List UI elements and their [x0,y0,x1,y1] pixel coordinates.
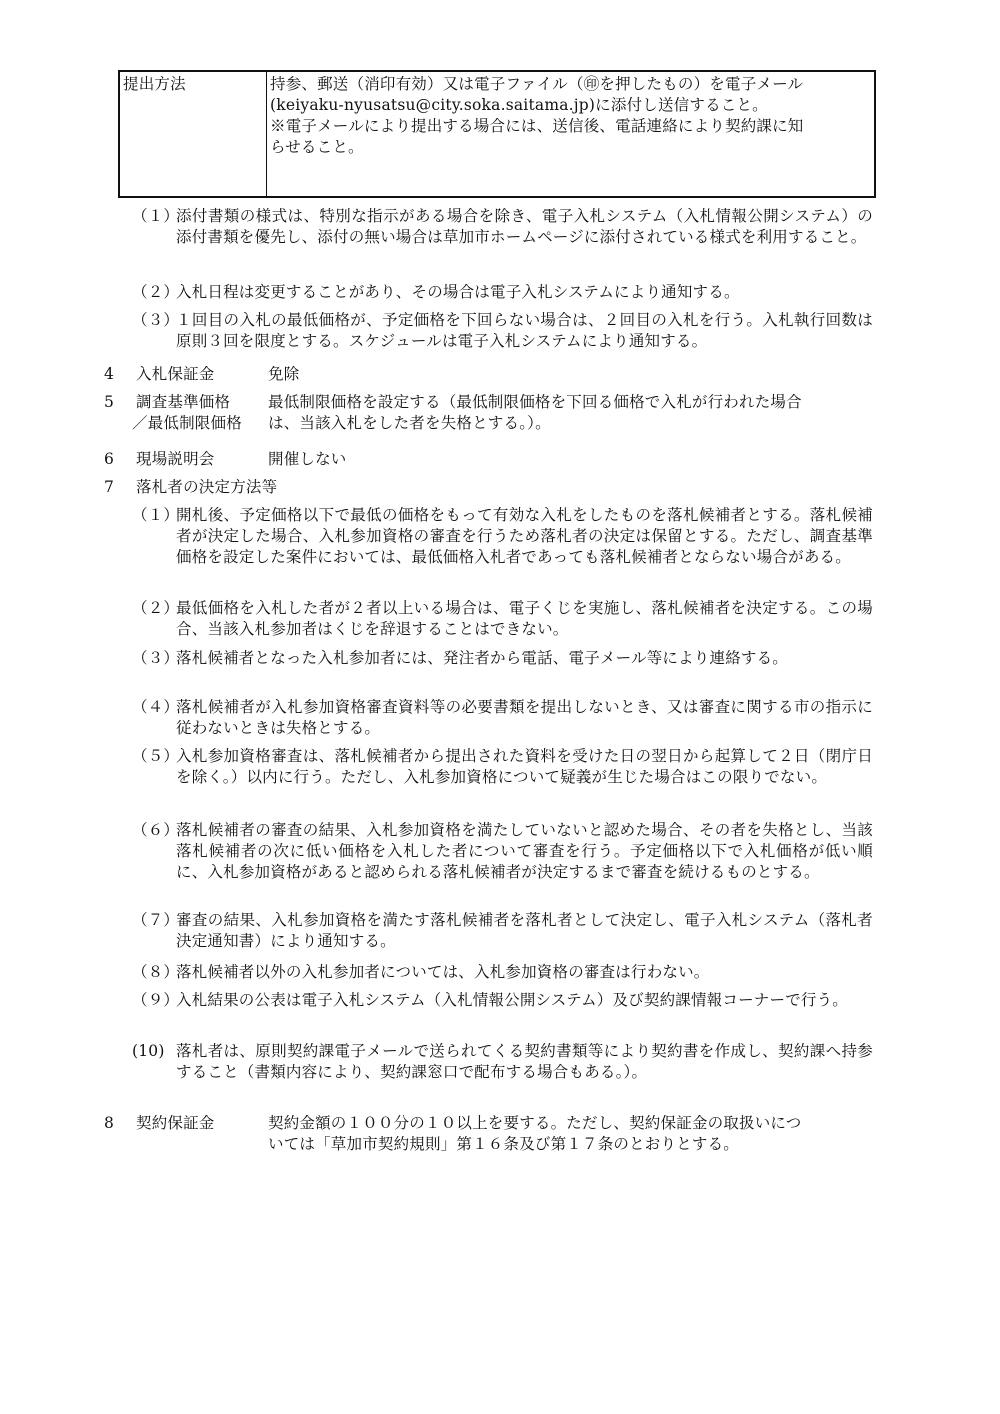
decision-item [132,598,877,640]
section-number: 7 [104,478,115,496]
note-number: （３） [132,311,180,329]
section-value: 契約金額の１００分の１０以上を要する。ただし、契約保証金の取扱いにつ [268,1114,802,1132]
decision-item [132,697,877,739]
note-text: 入札日程は変更することがあり、その場合は電子入札システムにより通知する。 [176,283,740,301]
section-value: 最低制限価格を設定する（最低制限価格を下回る価格で入札が行われた場合 [268,393,802,411]
item-text: 落札候補者が入札参加資格審査資料等の必要書類を提出しないとき、又は審査に関する市の指示に従わないときは失格とする。 [176,698,873,737]
submission-method-label: 提出方法 [119,71,267,197]
item-number: （７） [132,911,180,929]
note-item [132,206,877,270]
item-text: 最低価格を入札した者が２者以上いる場合は、電子くじを実施し、落札候補者を決定する。この場合、当該入札参加者はくじを辞退することはできない。 [176,599,873,638]
section-value: いては「草加市契約規則」第１６条及び第１７条のとおりとする。 [268,1135,740,1153]
decision-item [132,820,877,904]
item-number: （４） [132,698,180,716]
submission-line: ※電子メールにより提出する場合には、送信後、電話連絡により契約課に知 [270,117,804,135]
section-5 [0,392,1000,436]
item-number: （６） [132,821,180,839]
submission-line: らせること。 [270,138,364,156]
section-number: 8 [104,1114,115,1132]
item-text: 落札者は、原則契約課電子メールで送られてくる契約書類等により契約書を作成し、契約課へ持参すること（書類内容により、契約課窓口で配布する場合もある。）。 [176,1042,873,1081]
note-item [132,282,877,304]
submission-method-table [118,70,876,198]
note-item [132,310,877,352]
section-value: 開催しない [268,450,347,468]
submission-email-line[interactable]: (keiyaku-nyusatsu@city.soka.saitama.jp)に添付し送信すること。 [270,96,768,114]
section-heading: 現場説明会 [136,450,215,468]
decision-item [132,505,877,589]
item-text: 入札参加資格審査は、落札候補者から提出された資料を受けた日の翌日から起算して２日（閉庁日を除く。）以内に行う。ただし、入札参加資格について疑義が生じた場合はこの限りでない。 [176,747,873,786]
section-8 [0,1113,1000,1157]
item-number: （２） [132,599,180,617]
note-text: １回目の入札の最低価格が、予定価格を下回らない場合は、２回目の入札を行う。入札執行回数は原則３回を限度とする。スケジュールは電子入札システムにより通知する。 [176,311,873,350]
item-text: 審査の結果、入札参加資格を満たす落札候補者を落札者として決定し、電子入札システム（落札者決定通知書）により通知する。 [176,911,873,950]
submission-line: 持参、郵送（消印有効）又は電子ファイル（㊞を押したもの）を電子メール [270,75,804,93]
section-value: は、当該入札をした者を失格とする。）。 [268,414,551,432]
item-number: （３） [132,649,180,667]
note-number: （１） [132,207,180,225]
section-heading: 調査基準価格 [136,393,231,411]
decision-item [132,746,877,810]
decision-item [132,1041,877,1083]
item-number: （５） [132,747,180,765]
section-heading: 入札保証金 [136,365,215,383]
section-value: 免除 [268,365,300,383]
decision-item [132,910,877,952]
item-text: 落札候補者の審査の結果、入札参加資格を満たしていないと認めた場合、その者を失格とし、当該落札候補者の次に低い価格を入札した者について審査を行う。予定価格以下で入札価格が低い順に、入札参加資格があると認められる落札候補者が決定するまで審査を続けるものとする。 [176,821,873,881]
section-heading: 契約保証金 [136,1114,215,1132]
note-text: 添付書類の様式は、特別な指示がある場合を除き、電子入札システム（入札情報公開システム）の添付書類を優先し、添付の無い場合は草加市ホームページに添付されている様式を利用すること。 [176,207,873,246]
section-number: 5 [104,393,115,411]
item-number: （１） [132,506,180,524]
item-number: (10) [132,1042,165,1060]
submission-method-content [267,71,876,197]
section-number: 6 [104,450,115,468]
decision-item [132,648,877,670]
item-text: 入札結果の公表は電子入札システム（入札情報公開システム）及び契約課情報コーナーで行う。 [176,991,849,1009]
note-number: （２） [132,283,180,301]
item-text: 落札候補者以外の入札参加者については、入札参加資格の審査は行わない。 [176,963,710,981]
item-text: 開札後、予定価格以下で最低の価格をもって有効な入札をしたものを落札候補者とする。落札候補者が決定した場合、入札参加資格の審査を行うため落札者の決定は保留とする。ただし、調査基準価格を設定した案件においては、最低価格入札者であっても落札候補者とならない場合がある。 [176,506,873,566]
section-heading: ／最低制限価格 [132,414,242,432]
item-number: （８） [132,963,180,981]
decision-item [132,962,877,984]
decision-item [132,990,877,1032]
item-number: （９） [132,991,180,1009]
item-text: 落札候補者となった入札参加者には、発注者から電話、電子メール等により連絡する。 [176,649,788,667]
section-number: 4 [104,365,115,383]
section-heading: 落札者の決定方法等 [136,478,278,496]
